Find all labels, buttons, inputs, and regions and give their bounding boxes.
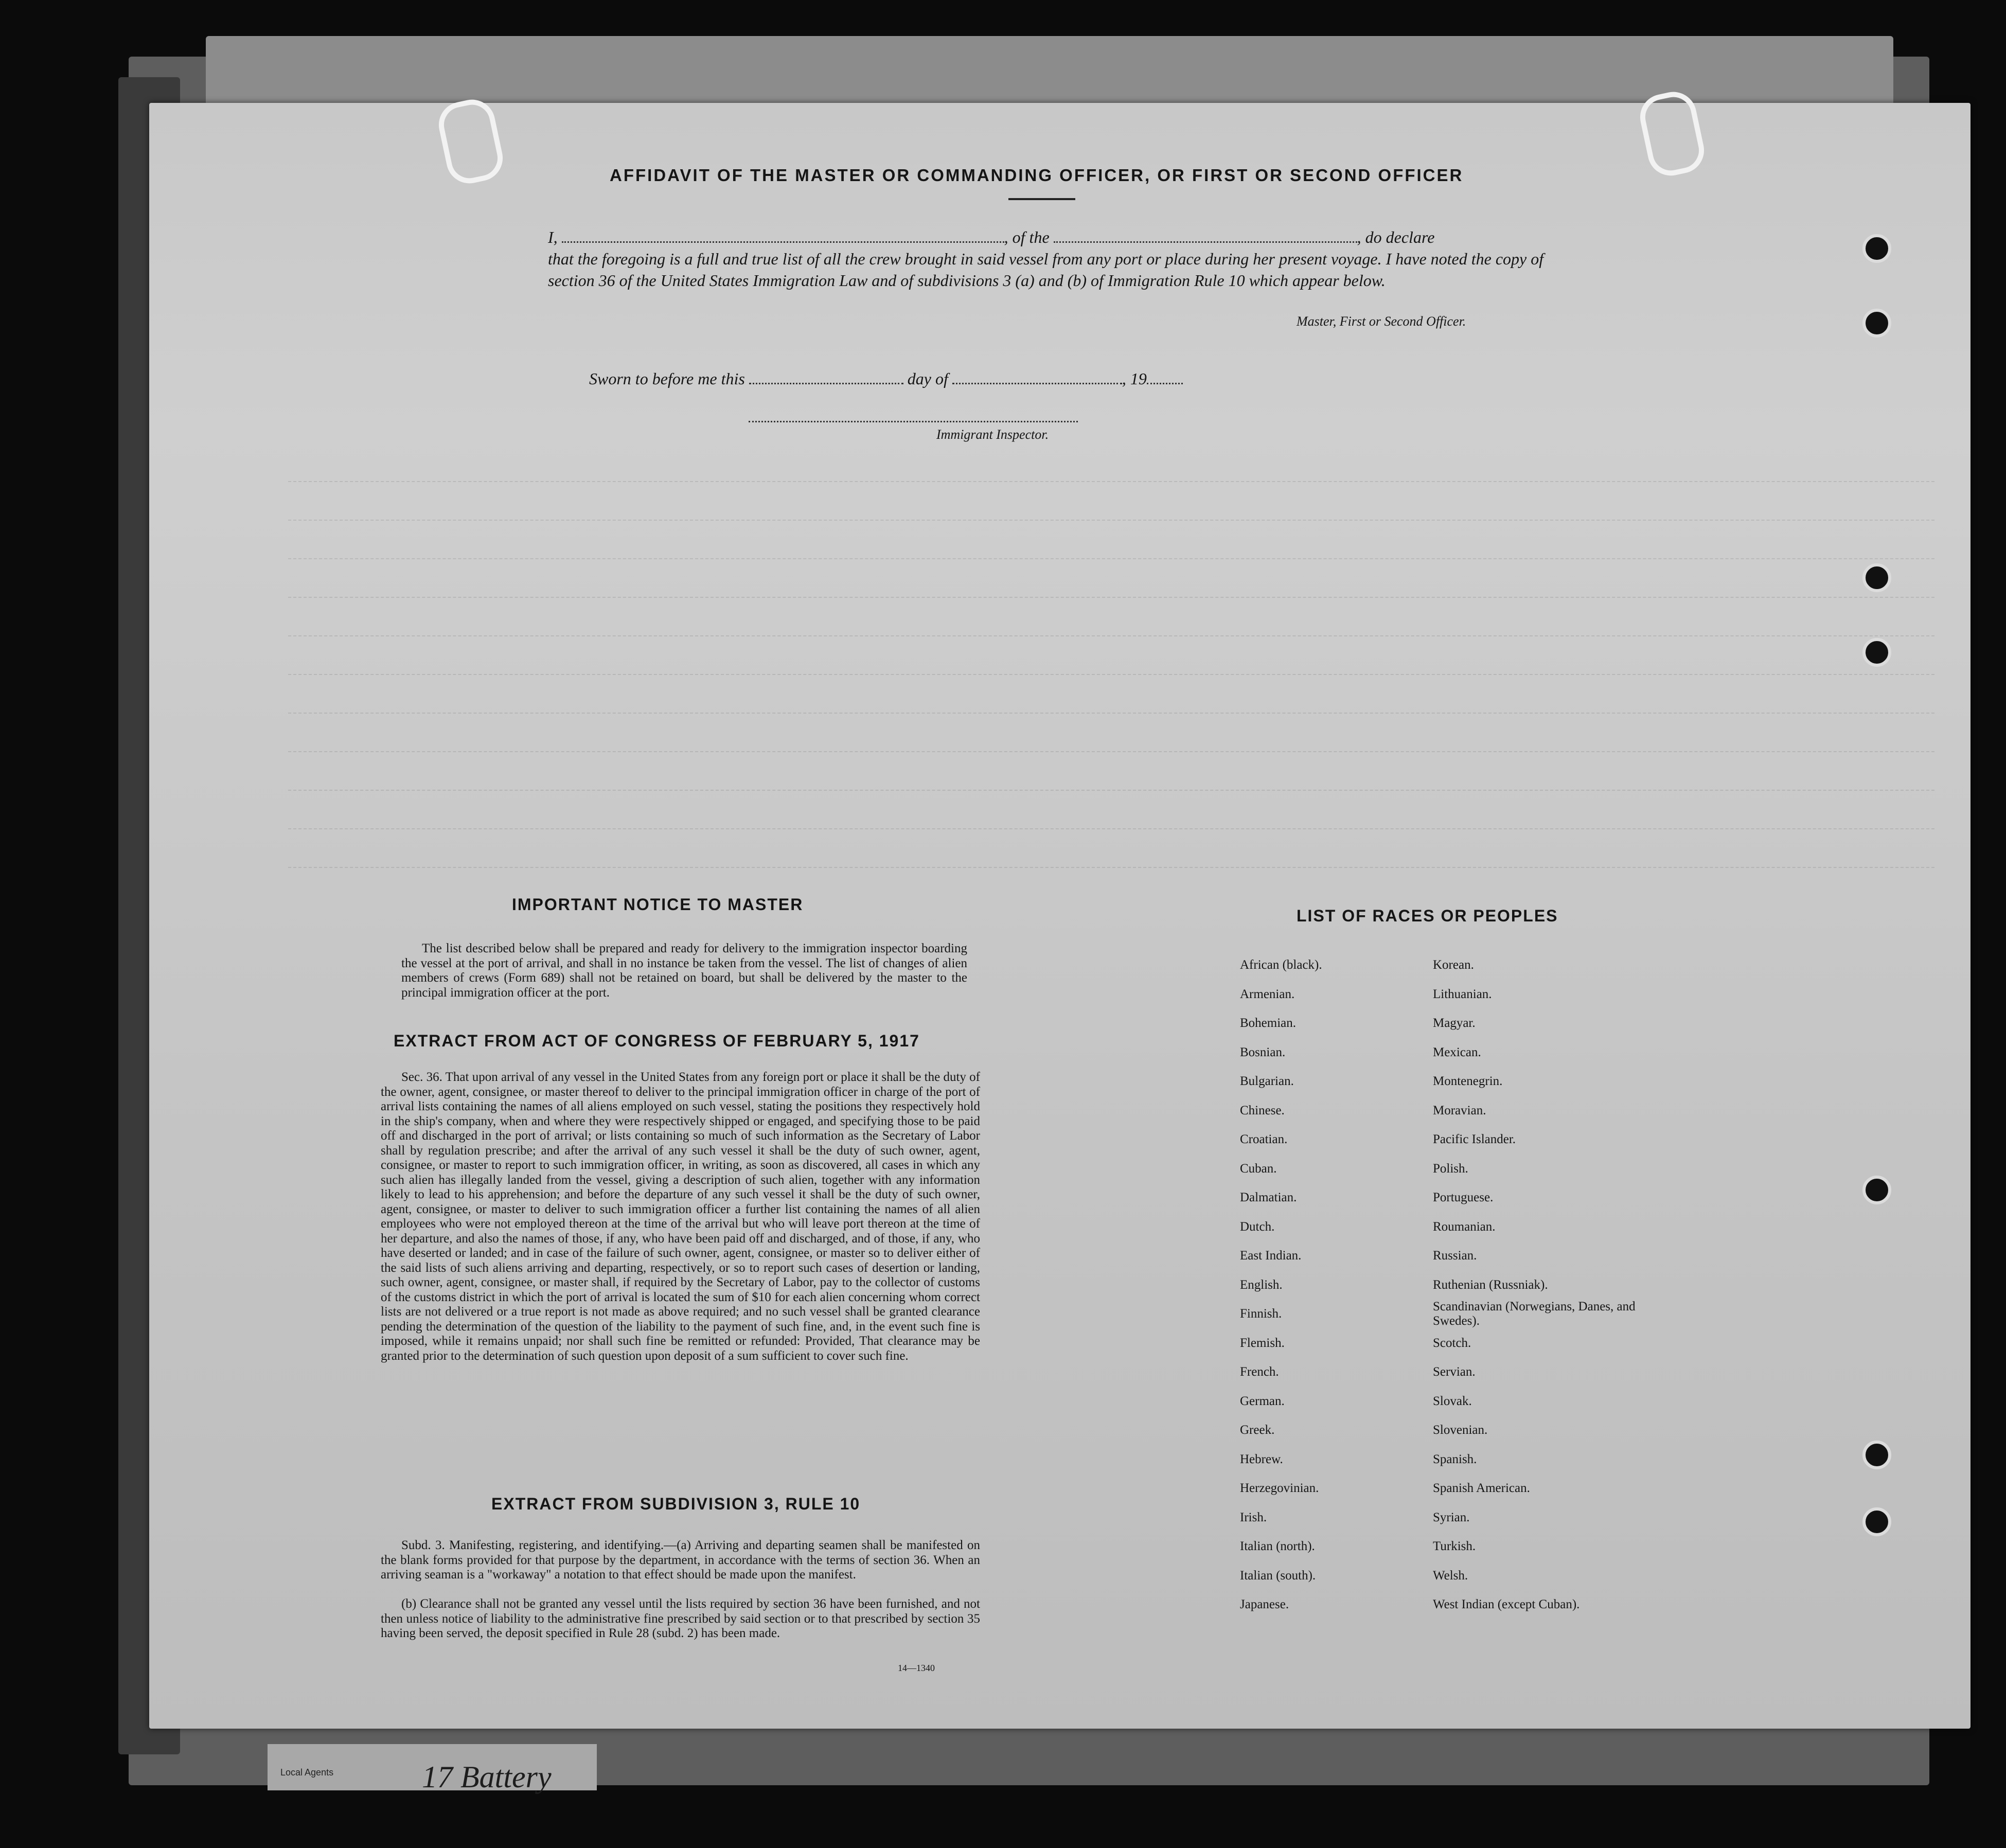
race-item: African (black). <box>1240 958 1322 972</box>
race-item: Turkish. <box>1433 1539 1476 1553</box>
races-heading: LIST OF RACES OR PEOPLES <box>1297 907 1558 925</box>
race-item: Korean. <box>1433 958 1474 972</box>
race-item: Slovak. <box>1433 1394 1472 1408</box>
race-item: Croatian. <box>1240 1132 1288 1146</box>
race-item: East Indian. <box>1240 1249 1302 1263</box>
race-item: Armenian. <box>1240 987 1295 1001</box>
race-item: Scotch. <box>1433 1336 1471 1350</box>
race-item: Flemish. <box>1240 1336 1285 1350</box>
race-item: Cuban. <box>1240 1161 1277 1176</box>
race-item: Lithuanian. <box>1433 987 1492 1001</box>
race-item: Dalmatian. <box>1240 1190 1297 1204</box>
inspector-signature-line[interactable] <box>749 421 1078 422</box>
race-item: Greek. <box>1240 1423 1275 1437</box>
race-item: Japanese. <box>1240 1597 1289 1611</box>
race-item: Bohemian. <box>1240 1016 1297 1030</box>
binder-hole <box>1862 1176 1891 1204</box>
binder-hole <box>1862 1441 1891 1469</box>
bottom-label: Local Agents <box>280 1767 334 1778</box>
vessel-blank[interactable] <box>1054 228 1357 243</box>
race-item: West Indian (except Cuban). <box>1433 1597 1580 1611</box>
race-item: Roumanian. <box>1433 1219 1496 1234</box>
act-text: Sec. 36. That upon arrival of any vessel in the United States from any foreign port or place it shall be the duty of the owner, agent, consignee, or master thereof to deliver to the principal immigration officer in charge of the port of arrival lists containing the names of all aliens employed on such vessel, stating the positions they respectively hold in the ship's company, when and where they were respectively shipped or engaged, and specifying those to be paid off and discharged in the port of arrival; or lists containing so much of such information as the Secretary of Labor shall by regulation prescribe; and after the arrival of any such vessel it shall be the duty of such owner, agent, consignee, or master to report to such immigration officer, in writing, as soon as discovered, all cases in which any such alien has illegally landed from the vessel, giving a description of such alien, together with any information likely to lead to his apprehension; and before the departure of any such vessel it shall be the duty of such owner, agent, consignee, or master to deliver to such immigration officer a further list containing the names of all alien employees who were not employed thereon at the time of the arrival but who will leave port thereon at the time of her departure, and also the names of those, if any, who have been paid off and discharged, and of those, if any, who have deserted or landed; and in case of the failure of such owner, agent, consignee, or master so to deliver either of the said lists of such aliens arriving and departing, respectively, or so to report such cases of desertion or landing, such owner, agent, consignee, or master shall, if required by the Secretary of Labor, pay to the collector of customs of the customs district in which the port of arrival is located the sum of $10 for each alien concerning whom correct lists are not delivered or a true report is not made as above required; and no such vessel shall be granted clearance pending the determination of the question of the liability to the payment of such fine, and, in the event such fine is imposed, while it remains unpaid; nor shall such fine be remitted or refunded: Provided, That clearance may be granted prior to the determination of such question upon deposit of a sum sufficient to cover such fine. <box>381 1070 980 1363</box>
name-blank[interactable] <box>562 228 1004 243</box>
race-item: Servian. <box>1433 1365 1476 1379</box>
rule-heading: EXTRACT FROM SUBDIVISION 3, RULE 10 <box>491 1495 861 1513</box>
binder-hole <box>1862 1507 1891 1536</box>
title-underline <box>1008 198 1075 200</box>
binder-hole <box>1862 234 1891 263</box>
race-item: Herzegovinian. <box>1240 1481 1319 1495</box>
race-item: Magyar. <box>1433 1016 1476 1030</box>
act-heading: EXTRACT FROM ACT OF CONGRESS OF FEBRUARY 5, 1917 <box>394 1032 920 1050</box>
race-item: Chinese. <box>1240 1103 1285 1117</box>
sworn-prefix: Sworn to before me this <box>589 369 745 388</box>
race-item: Montenegrin. <box>1433 1074 1503 1088</box>
race-item: English. <box>1240 1277 1283 1292</box>
race-item: Spanish American. <box>1433 1481 1530 1495</box>
race-item: Bulgarian. <box>1240 1074 1294 1088</box>
race-item: Italian (north). <box>1240 1539 1315 1553</box>
rule-text-a: Subd. 3. Manifesting, registering, and identifying.—(a) Arriving and departing seamen shall be manifested on the blank forms provided for that purpose by the department, in accordance with the terms of section 36. When an arriving seaman is a "workaway" a notation to that effect should be made upon the manifest. <box>381 1538 980 1582</box>
race-item: Irish. <box>1240 1510 1267 1524</box>
sworn-line <box>589 369 1183 388</box>
sworn-mid: day of <box>907 369 948 388</box>
race-item: Spanish. <box>1433 1452 1477 1466</box>
race-item: Mexican. <box>1433 1045 1481 1059</box>
race-item: Finnish. <box>1240 1307 1282 1321</box>
races-right-column <box>1433 951 1649 1620</box>
signature-caption: Master, First or Second Officer. <box>1297 314 1466 329</box>
race-item: Welsh. <box>1433 1568 1468 1583</box>
race-item: French. <box>1240 1365 1279 1379</box>
declaration-first-line <box>548 226 1551 248</box>
races-left-column <box>1240 951 1322 1620</box>
declaration-body: that the foregoing is a full and true list of all the crew brought in said vessel from any port or place during her present voyage. I have noted the copy of section 36 of the United States Immigration Law and of subdivisions 3 (a) and (b) of Immigration Rule 10 which appear below. <box>548 250 1544 290</box>
affidavit-title: AFFIDAVIT OF THE MASTER OR COMMANDING OFFICER, OR FIRST OR SECOND OFFICER <box>610 166 1464 185</box>
sworn-year-blank[interactable] <box>1147 369 1183 384</box>
rule-text-b: (b) Clearance shall not be granted any vessel until the lists required by section 36 have been furnished, and not then unless notice of liability to the administrative fine prescribed by said section or to that prescribed by section 35 having been served, the deposit specified in Rule 28 (subd. 2) has been made. <box>381 1597 980 1640</box>
race-item: Ruthenian (Russniak). <box>1433 1277 1548 1292</box>
race-item: Italian (south). <box>1240 1568 1316 1583</box>
race-item: Russian. <box>1433 1249 1477 1263</box>
manifest-page <box>149 103 1971 1729</box>
race-item: Dutch. <box>1240 1219 1275 1234</box>
race-item: Moravian. <box>1433 1103 1486 1117</box>
race-item: Polish. <box>1433 1161 1468 1176</box>
declaration-suffix: , do declare <box>1357 228 1435 246</box>
sworn-day-blank[interactable] <box>749 369 903 384</box>
race-item: Slovenian. <box>1433 1423 1488 1437</box>
handwritten-note: 17 Battery <box>422 1760 552 1794</box>
notice-heading: IMPORTANT NOTICE TO MASTER <box>512 895 804 914</box>
inspector-caption: Immigrant Inspector. <box>936 427 1049 442</box>
form-number: 14—1340 <box>898 1663 935 1673</box>
binder-hole <box>1862 309 1891 337</box>
race-item: Syrian. <box>1433 1510 1470 1524</box>
sworn-year-prefix: , 19 <box>1122 369 1147 388</box>
race-item: German. <box>1240 1394 1285 1408</box>
declaration-mid: , of the <box>1004 228 1050 246</box>
sworn-month-blank[interactable] <box>952 369 1122 384</box>
race-item: Portuguese. <box>1433 1190 1494 1204</box>
race-item: Pacific Islander. <box>1433 1132 1516 1146</box>
notice-text: The list described below shall be prepared and ready for delivery to the immigration inspector boarding the vessel at the port of arrival, and shall in no instance be taken from the vessel. The list of changes of alien members of crews (Form 689) shall not be retained on board, but shall be delivered by the master to the principal immigration officer at the port. <box>401 941 967 1000</box>
declaration-prefix: I, <box>548 228 558 246</box>
race-item: Hebrew. <box>1240 1452 1283 1466</box>
race-item: Scandinavian (Norwegians, Danes, and Swedes). <box>1433 1300 1636 1328</box>
race-item: Bosnian. <box>1240 1045 1286 1059</box>
affidavit-declaration <box>548 226 1551 291</box>
